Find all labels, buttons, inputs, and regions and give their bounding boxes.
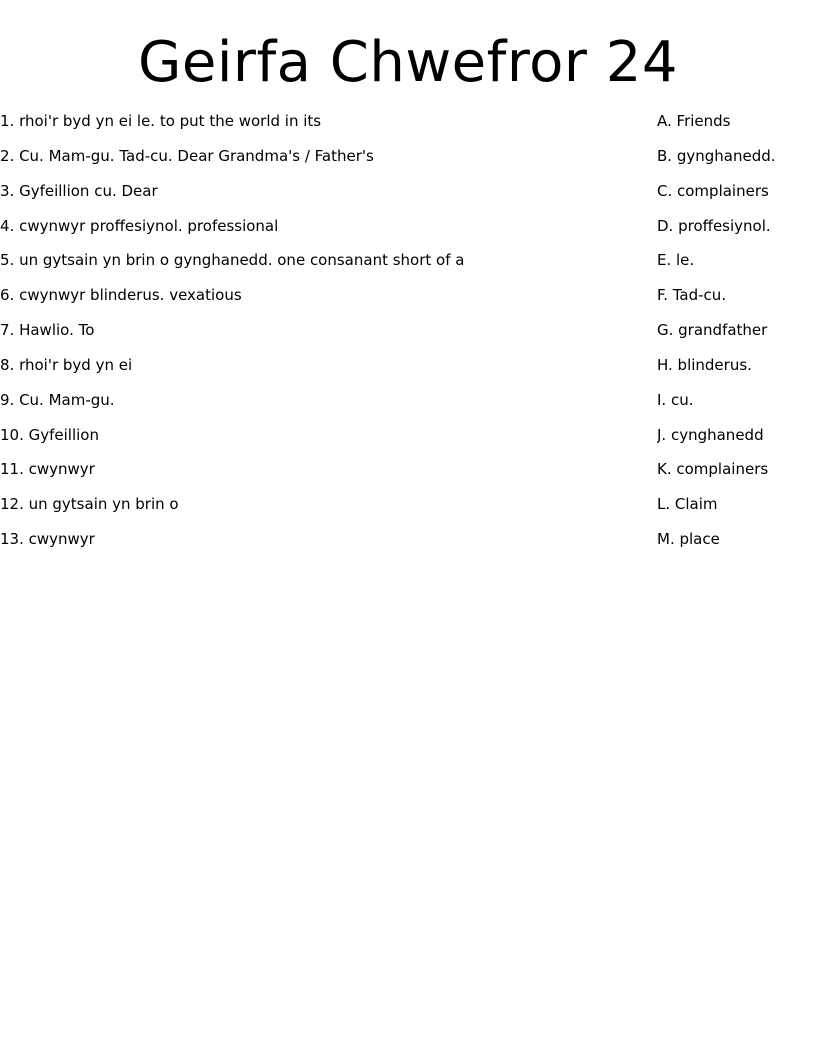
question-item: 5. un gytsain yn brin o gynghanedd. one consanant short of a xyxy=(0,251,465,270)
question-item: 6. cwynwyr blinderus. vexatious xyxy=(0,286,242,305)
answer-item: I. cu. xyxy=(657,390,694,409)
question-item: 11. cwynwyr xyxy=(0,460,95,479)
answer-list xyxy=(657,109,816,562)
question-item: 4. cwynwyr proffesiynol. professional xyxy=(0,216,279,235)
question-list xyxy=(0,109,640,562)
answer-item: G. grandfather xyxy=(657,321,768,340)
answer-item: H. blinderus. xyxy=(657,355,752,374)
question-item: 12. un gytsain yn brin o xyxy=(0,495,179,514)
question-item: 1. rhoi'r byd yn ei le. to put the world in its xyxy=(0,112,322,130)
answer-item: A. Friends xyxy=(657,112,731,130)
question-item: 3. Gyfeillion cu. Dear xyxy=(0,181,158,200)
question-item: 9. Cu. Mam-gu. xyxy=(0,390,115,409)
answer-item: L. Claim xyxy=(657,495,718,514)
answer-item: E. le. xyxy=(657,251,695,270)
question-item: 7. Hawlio. To xyxy=(0,321,95,340)
page-title: Geirfa Chwefror 24 xyxy=(138,30,678,95)
answer-item: D. proffesiynol. xyxy=(657,216,771,235)
question-item: 2. Cu. Mam-gu. Tad-cu. Dear Grandma's / Father's xyxy=(0,146,374,165)
answer-item: K. complainers xyxy=(657,460,769,479)
question-item: 10. Gyfeillion xyxy=(0,425,99,444)
answer-item: B. gynghanedd. xyxy=(657,146,776,165)
question-item: 8. rhoi'r byd yn ei xyxy=(0,355,133,374)
answer-item: J. cynghanedd xyxy=(657,425,764,444)
question-item: 13. cwynwyr xyxy=(0,530,95,549)
answer-item: M. place xyxy=(657,530,720,549)
answer-item: F. Tad-cu. xyxy=(657,286,727,305)
answer-item: C. complainers xyxy=(657,181,769,200)
